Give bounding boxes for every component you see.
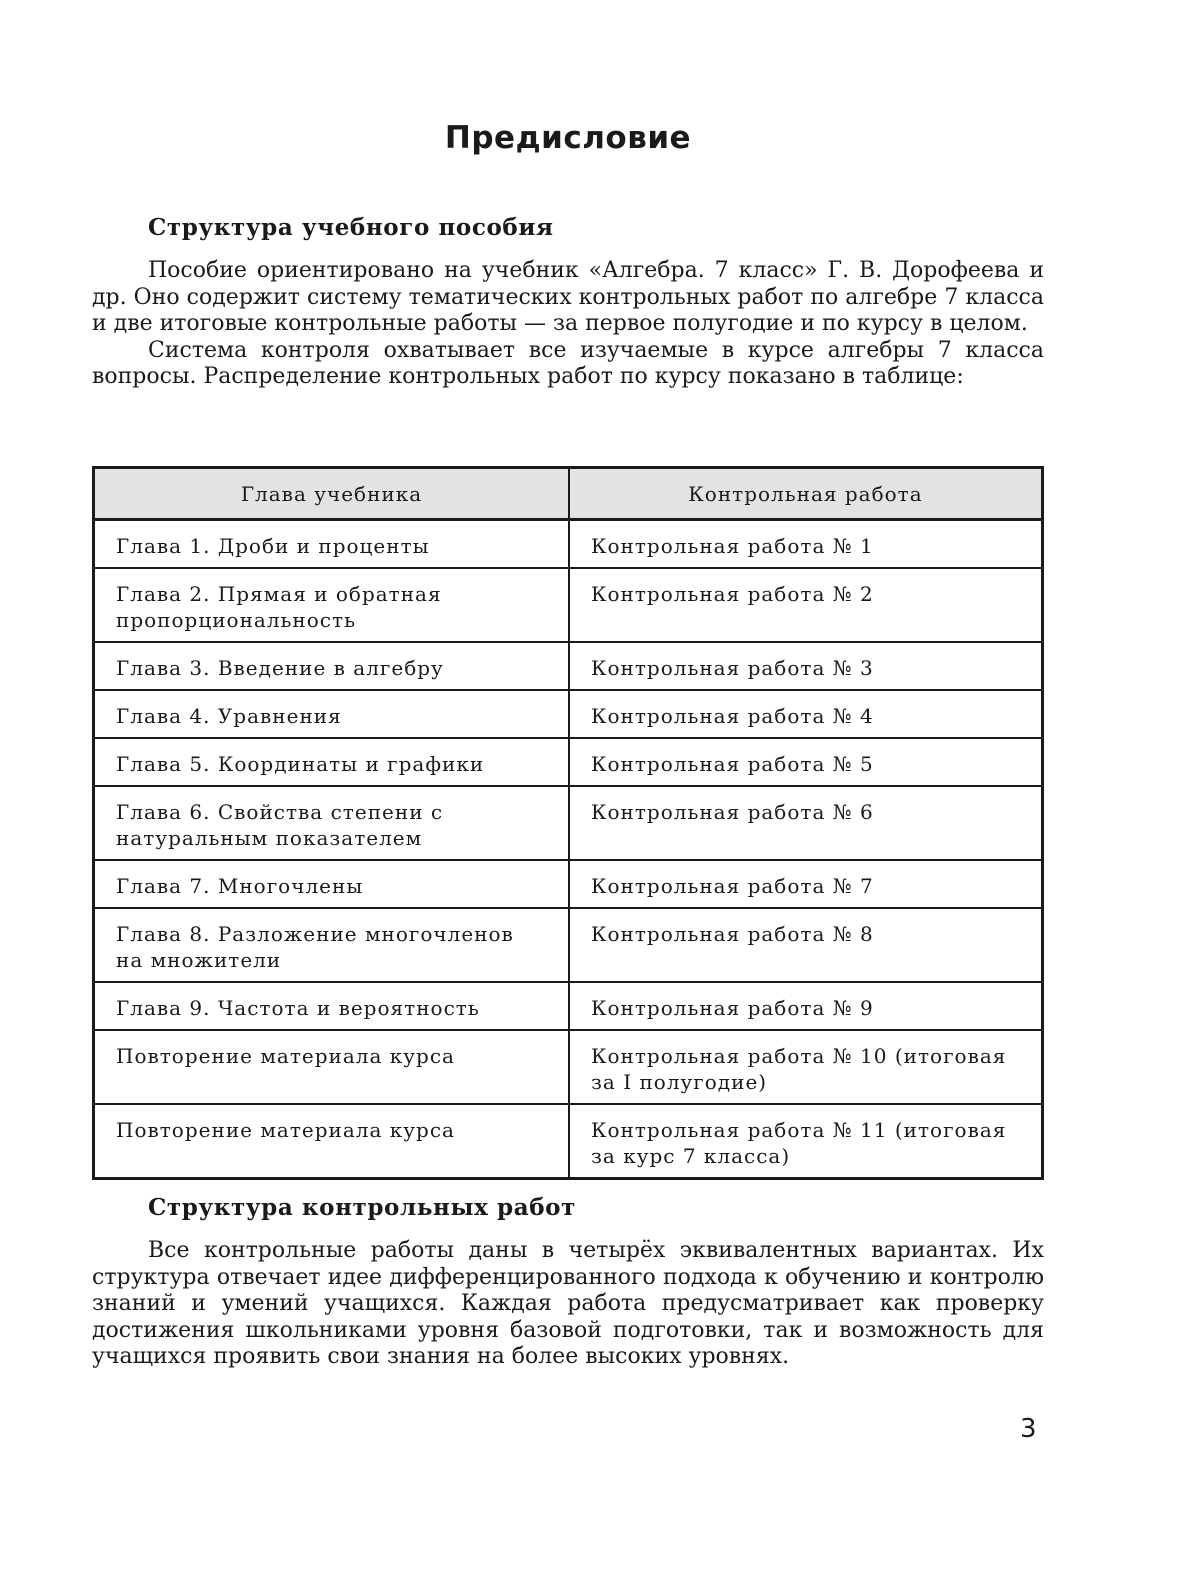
test-cell: Контрольная работа № 9 [569, 982, 1043, 1030]
page-title: Предисловие [444, 120, 692, 156]
table-row [94, 568, 1043, 642]
test-cell: Контрольная работа № 6 [569, 786, 1043, 860]
table-row [94, 982, 1043, 1030]
table-row [94, 1104, 1043, 1179]
table-row [94, 642, 1043, 690]
chapters-table [92, 466, 1044, 1180]
test-cell: Контрольная работа № 11 (итоговая за курс 7 класса) [569, 1104, 1043, 1179]
test-cell: Контрольная работа № 3 [569, 642, 1043, 690]
table-row [94, 908, 1043, 982]
test-cell: Контрольная работа № 10 (итоговая за I полугодие) [569, 1030, 1043, 1104]
section-heading-structure-of-tests: Структура контрольных работ [148, 1194, 576, 1221]
table-row [94, 1030, 1043, 1104]
chapter-cell: Повторение материала курса [94, 1104, 570, 1179]
chapter-cell: Повторение материала курса [94, 1030, 570, 1104]
paragraph: Пособие ориентировано на учебник «Алгебра. 7 класс» Г. В. Дорофеева и др. Оно содержит систему тематических контрольных работ по алгебре 7 класса и две итоговые контрольные работы — за первое полугодие и по курсу в целом. [92, 258, 1044, 336]
test-cell: Контрольная работа № 8 [569, 908, 1043, 982]
table-row [94, 860, 1043, 908]
chapter-cell: Глава 7. Многочлены [94, 860, 570, 908]
test-cell: Контрольная работа № 1 [569, 520, 1043, 569]
chapter-cell: Глава 2. Прямая и обратная пропорциональность [94, 568, 570, 642]
table-row [94, 786, 1043, 860]
chapter-cell: Глава 9. Частота и вероятность [94, 982, 570, 1030]
test-cell: Контрольная работа № 4 [569, 690, 1043, 738]
chapter-cell: Глава 4. Уравнения [94, 690, 570, 738]
paragraph: Все контрольные работы даны в четырёх эквивалентных вариантах. Их структура отвечает идее дифференцированного подхода к обучению и контролю знаний и умений учащихся. Каждая работа предусматривает как проверку достижения школьниками уровня базовой подготовки, так и возможность для учащихся проявить свои знания на более высоких уровнях. [92, 1238, 1044, 1369]
section-heading-structure-of-manual: Структура учебного пособия [148, 214, 554, 241]
test-cell: Контрольная работа № 2 [569, 568, 1043, 642]
table-row [94, 738, 1043, 786]
chapter-cell: Глава 1. Дроби и проценты [94, 520, 570, 569]
test-cell: Контрольная работа № 5 [569, 738, 1043, 786]
column-header-test: Контрольная работа [569, 468, 1043, 520]
chapter-cell: Глава 6. Свойства степени с натуральным показателем [94, 786, 570, 860]
test-cell: Контрольная работа № 7 [569, 860, 1043, 908]
table-header-row [94, 468, 1043, 520]
chapter-cell: Глава 5. Координаты и графики [94, 738, 570, 786]
paragraph: Система контроля охватывает все изучаемые в курсе алгебры 7 класса вопросы. Распределение контрольных работ по курсу показано в таблице: [92, 337, 1044, 389]
column-header-chapter: Глава учебника [94, 468, 570, 520]
table-row [94, 690, 1043, 738]
table-row [94, 520, 1043, 569]
section1-text [92, 258, 1044, 391]
chapter-cell: Глава 8. Разложение многочленов на множители [94, 908, 570, 982]
chapter-cell: Глава 3. Введение в алгебру [94, 642, 570, 690]
page-number: 3 [1020, 1414, 1037, 1444]
